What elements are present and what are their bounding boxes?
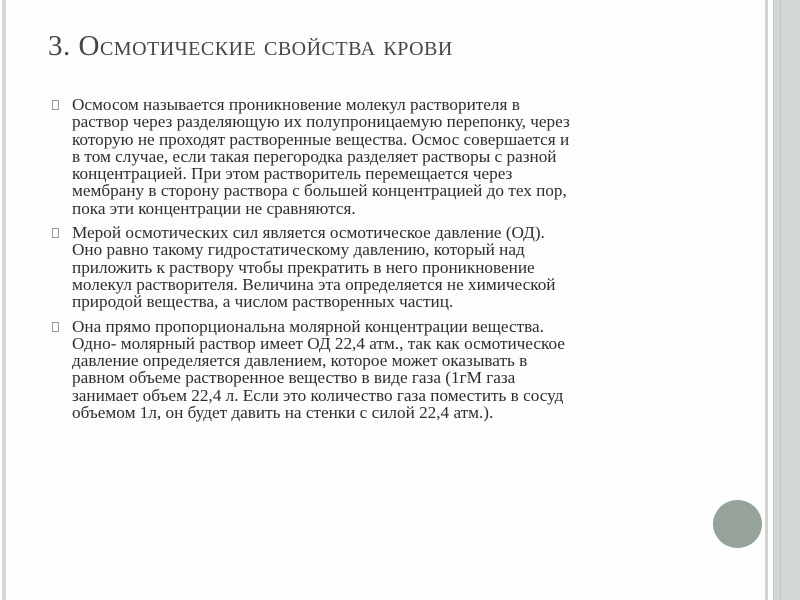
bullet-text-line: объемом 1л, он будет давить на стенки с силой 22,4 атм.). [72,403,494,423]
left-decor-line [2,0,6,600]
bullet-text-line: природой вещества, а числом растворенных частиц. [72,292,454,312]
right-decor-line [765,0,768,600]
bullet-text-line: Одно- молярный раствор имеет ОД 22,4 атм., так как осмотическое [72,333,565,353]
bullet-item [52,318,752,422]
bullet-text-line: которую не проходят растворенные вещества. Осмос совершается и [72,129,570,149]
bullet-icon [52,228,59,238]
bullet-text-line: давление определяется давлением, которое может оказывать в [72,351,528,371]
bullet-text-line: в том случае, если такая перегородка разделяет растворы с разной [72,146,557,166]
bullet-text-line: концентрацией. При этом растворитель перемещается через [72,164,513,184]
bullet-text-line: пока эти концентрации не сравняются. [72,198,356,218]
bullet-text-line: занимает объем 22,4 л. Если это количество газа поместить в сосуд [72,385,564,405]
bullet-icon [52,322,59,332]
bullet-text-line: мембрану в сторону раствора с большей концентрацией до тех пор, [72,181,567,201]
bullet-text-line: Она прямо пропорциональна молярной концентрации вещества. [72,316,544,336]
bullet-text-line: равном объеме растворенное вещество в виде газа (1гМ газа [72,368,516,388]
decor-circle [713,500,762,548]
slide-title: 3. Осмотические свойства крови [48,30,453,62]
bullet-item [52,224,752,310]
bullet-text-line: молекул растворителя. Величина эта определяется не химической [72,274,556,294]
bullet-text-line: Мерой осмотических сил является осмотическое давление (ОД). [72,223,545,243]
bullet-icon [52,100,59,110]
bullet-item [52,96,752,217]
bullet-text-line: Оно равно такому гидростатическому давлению, который над [72,240,525,260]
slide-body [52,96,752,428]
bullet-text-line: Осмосом называется проникновение молекул растворителя в [72,95,520,114]
bullet-text-line: приложить к раствору чтобы прекратить в него проникновение [72,257,535,277]
bullet-text-line: раствор через разделяющую их полупроницаемую перепонку, через [72,112,570,132]
right-decor-bar [773,0,800,600]
